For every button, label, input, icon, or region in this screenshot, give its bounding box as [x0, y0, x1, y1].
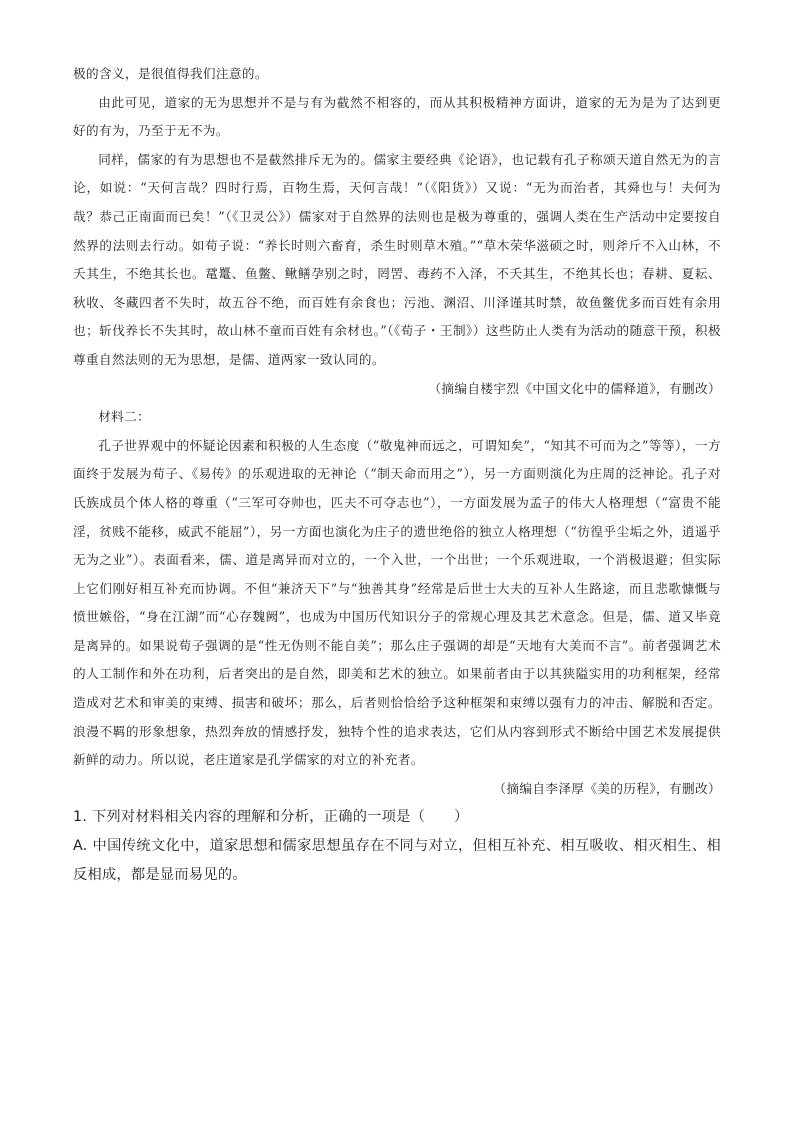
question-1-option-a[interactable]: A. 中国传统文化中，道家思想和儒家思想虽存在不同与对立，但相互补充、相互吸收、相灭相生、相反相成，都是显而易见的。: [73, 838, 721, 883]
material1-paragraph-2: 同样，儒家的有为思想也不是截然排斥无为的。儒家主要经典《论语》，也记载有孔子称颂天道自然无为的言论，如说：“天何言哉？四时行焉，百物生焉，天何言哉！”（《阳货》）又说：“无为而治者，其舜也与！夫何为哉？恭己正南面而已矣！”（《卫灵公》）儒家对于自然界的法则也是极为尊重的，强调人类在生产活动中定要按自然界的法则去行动。如荀子说：“养长时则六畜育，杀生时则草木殖。”“草木荣华滋硕之时，则斧斤不入山林，不夭其生，不绝其长也。鼋鼍、鱼鳖、鳅鳝孕别之时，罔罟、毒药不入泽，不夭其生，不绝其长也；春耕、夏耘、秋收、冬藏四者不失时，故五谷不绝，而百姓有余食也；污池、渊沼、川泽谨其时禁，故鱼鳖优多而百姓有余用也；斩伐养长不失其时，故山林不童而百姓有余材也。”（《荀子・王制》）这些防止人类有为活动的随意干预，积极尊重自然法则的无为思想，是儒、道两家一致认同的。: [73, 151, 721, 367]
document-content: [73, 60, 721, 889]
question-1-stem: 1. 下列对材料相关内容的理解和分析，正确的一项是（ ）: [73, 809, 469, 826]
material1-source: （摘编自楼宇烈《中国文化中的儒释道》，有删改）: [428, 380, 721, 396]
material2-paragraph-1: 孔子世界观中的怀疑论因素和积极的人生态度（“敬鬼神而远之，可谓知矣”，“知其不可而为之”等等），一方面终于发展为荀子、《易传》的乐观进取的无神论（“制天命而用之”），另一方面则演化为庄周的泛神论。孔子对氏族成员个体人格的尊重（“三军可夺帅也，匹夫不可夺志也”），一方面发展为孟子的伟大人格理想（“富贵不能淫，贫贱不能移，威武不能屈”），另一方面也演化为庄子的遗世绝俗的独立人格理想（“彷徨乎尘垢之外，逍遥乎无为之业”）。表面看来，儒、道是离异而对立的，一个入世，一个出世；一个乐观进取，一个消极退避；但实际上它们刚好相互补充而协调。不但“兼济天下”与“独善其身”经常是后世士大夫的互补人生路途，而且悲歌慷慨与愤世嫉俗，“身在江湖”而“心存魏阙”，也成为中国历代知识分子的常规心理及其艺术意念。但是，儒、道又毕竟是离异的。如果说荀子强调的是“性无伪则不能自美”；那么庄子强调的却是“天地有大美而不言”。前者强调艺术的人工制作和外在功利，后者突出的是自然，即美和艺术的独立。如果前者由于以其狭隘实用的功利框架，经常造成对艺术和审美的束缚、损害和破坏；那么，后者则恰恰给予这种框架和束缚以强有力的冲击、解脱和否定。浪漫不羁的形象想象，热烈奔放的情感抒发，独特个性的追求表达，它们从内容到形式不断给中国艺术发展提供新鲜的动力。所以说，老庄道家是孔学儒家的对立的补充者。: [73, 437, 721, 768]
material1-paragraph-1: 由此可见，道家的无为思想并不是与有为截然不相容的，而从其积极精神方面讲，道家的无为是为了达到更好的有为，乃至于无不为。: [73, 94, 721, 139]
material2-heading: 材料二：: [98, 409, 151, 425]
material2-source: （摘编自李泽厚《美的历程》，有删改）: [493, 780, 721, 796]
material1-paragraph-0: 极的含义，是很值得我们注意的。: [73, 66, 268, 81]
